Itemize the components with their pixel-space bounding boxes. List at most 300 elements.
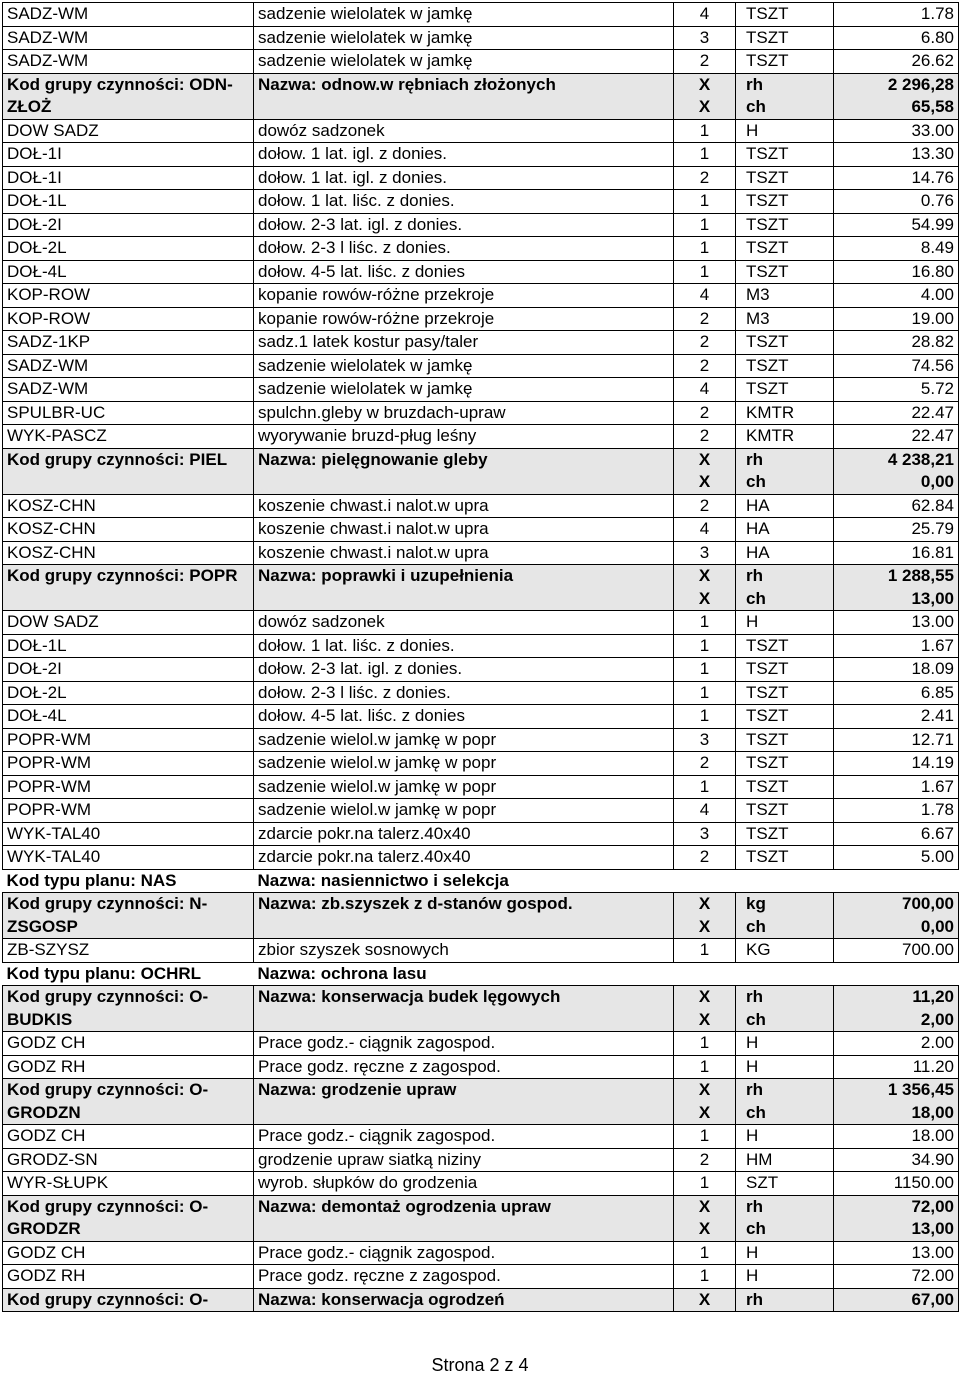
unit: TSZT <box>736 634 834 658</box>
activity-name: sadzenie wielol.w jamkę w popr <box>254 728 674 752</box>
table-row <box>3 1125 959 1149</box>
page-number: Strona 2 z 4 <box>431 1355 529 1375</box>
activity-name: dołow. 2-3 lat. igl. z donies. <box>254 658 674 682</box>
group-units <box>736 893 834 939</box>
value: 1.78 <box>834 799 959 823</box>
activity-code: DOW SADZ <box>3 119 254 143</box>
unit: TSZT <box>736 799 834 823</box>
value: 6.85 <box>834 681 959 705</box>
unit: HA <box>736 494 834 518</box>
table-row <box>3 354 959 378</box>
value: 13.00 <box>834 611 959 635</box>
group-total-line-2: 13,00 <box>911 1219 954 1238</box>
plan-type-code: Kod typu planu: NAS <box>3 869 254 893</box>
plan-type-name: Nazwa: ochrona lasu <box>254 962 959 986</box>
activity-code: DOŁ-4L <box>3 260 254 284</box>
activity-code: KOSZ-CHN <box>3 518 254 542</box>
activity-name: dowóz sadzonek <box>254 119 674 143</box>
table-row <box>3 634 959 658</box>
group-code: Kod grupy czynności: O-GRODZN <box>3 1079 254 1125</box>
unit: HA <box>736 541 834 565</box>
activity-name: sadzenie wielol.w jamkę w popr <box>254 775 674 799</box>
activity-code: GODZ CH <box>3 1032 254 1056</box>
group-code: Kod grupy czynności: O-GRODZR <box>3 1195 254 1241</box>
quantity-factor: 1 <box>674 681 736 705</box>
x-mark-line-2: X <box>698 1219 711 1238</box>
quantity-factor: 1 <box>674 1241 736 1265</box>
group-x-marks <box>674 1195 736 1241</box>
unit: TSZT <box>736 658 834 682</box>
group-total-line-2: 13,00 <box>911 588 954 608</box>
activity-code: ZB-SZYSZ <box>3 939 254 963</box>
quantity-factor: 1 <box>674 611 736 635</box>
table-row <box>3 1055 959 1079</box>
x-mark-line-2: X <box>698 97 711 116</box>
quantity-factor: 1 <box>674 939 736 963</box>
activity-name: dołow. 1 lat. igl. z donies. <box>254 166 674 190</box>
group-units <box>736 986 834 1032</box>
activity-code: WYK-TAL40 <box>3 822 254 846</box>
table-row <box>3 26 959 50</box>
group-code: Kod grupy czynności: N-ZSGOSP <box>3 893 254 939</box>
quantity-factor: 2 <box>674 752 736 776</box>
x-mark-line-1: X <box>698 1080 711 1099</box>
unit: KMTR <box>736 401 834 425</box>
group-name: Nazwa: konserwacja ogrodzeń <box>254 1288 674 1312</box>
value: 18.00 <box>834 1125 959 1149</box>
value: 6.67 <box>834 822 959 846</box>
unit: M3 <box>736 284 834 308</box>
table-row <box>3 1148 959 1172</box>
activity-name: dołow. 2-3 l liśc. z donies. <box>254 237 674 261</box>
unit: HM <box>736 1148 834 1172</box>
group-header-row <box>3 1195 959 1241</box>
group-units <box>736 448 834 494</box>
document-page <box>2 2 958 1312</box>
group-unit-line-2: ch <box>746 97 766 116</box>
value: 62.84 <box>834 494 959 518</box>
unit: TSZT <box>736 378 834 402</box>
group-header-row <box>3 73 959 119</box>
quantity-factor: 4 <box>674 284 736 308</box>
unit: TSZT <box>736 822 834 846</box>
quantity-factor: 1 <box>674 1125 736 1149</box>
group-total-line-1: 2 296,28 <box>887 74 954 94</box>
group-unit-line-2: ch <box>746 588 766 608</box>
table-row <box>3 260 959 284</box>
plan-type-row <box>3 869 959 893</box>
activity-name: dołow. 1 lat. igl. z donies. <box>254 143 674 167</box>
value: 2.41 <box>834 705 959 729</box>
table-row <box>3 728 959 752</box>
value: 1.67 <box>834 775 959 799</box>
group-x-marks <box>674 1079 736 1125</box>
quantity-factor: 3 <box>674 541 736 565</box>
quantity-factor: 4 <box>674 799 736 823</box>
activity-code: POPR-WM <box>3 752 254 776</box>
group-unit-line-1: rh <box>746 566 763 585</box>
work-plan-table <box>2 2 959 1312</box>
group-total-line-1: 4 238,21 <box>887 449 954 469</box>
group-name: Nazwa: konserwacja budek lęgowych <box>254 986 674 1032</box>
activity-code: SADZ-WM <box>3 378 254 402</box>
quantity-factor: 2 <box>674 425 736 449</box>
quantity-factor: 1 <box>674 143 736 167</box>
group-code: Kod grupy czynności: ODN-ZŁOŻ <box>3 73 254 119</box>
group-units <box>736 1195 834 1241</box>
activity-code: DOŁ-4L <box>3 705 254 729</box>
group-unit-line-1: rh <box>746 987 763 1006</box>
table-row <box>3 284 959 308</box>
value: 12.71 <box>834 728 959 752</box>
value: 22.47 <box>834 425 959 449</box>
table-row <box>3 799 959 823</box>
activity-name: sadz.1 latek kostur pasy/taler <box>254 331 674 355</box>
group-totals <box>834 448 959 494</box>
activity-name: wyorywanie bruzd-pług leśny <box>254 425 674 449</box>
activity-code: DOŁ-2I <box>3 658 254 682</box>
quantity-factor: 2 <box>674 331 736 355</box>
activity-code: GODZ RH <box>3 1265 254 1289</box>
table-row <box>3 213 959 237</box>
quantity-factor: 2 <box>674 166 736 190</box>
group-header-row <box>3 1079 959 1125</box>
activity-code: GODZ CH <box>3 1241 254 1265</box>
table-row <box>3 143 959 167</box>
quantity-factor: 4 <box>674 3 736 27</box>
value: 4.00 <box>834 284 959 308</box>
table-row <box>3 166 959 190</box>
activity-name: kopanie rowów-różne przekroje <box>254 284 674 308</box>
value: 14.76 <box>834 166 959 190</box>
quantity-factor: 1 <box>674 1032 736 1056</box>
activity-name: spulchn.gleby w bruzdach-upraw <box>254 401 674 425</box>
plan-type-name: Nazwa: nasiennictwo i selekcja <box>254 869 959 893</box>
group-unit-line-1: rh <box>746 1080 763 1099</box>
quantity-factor: 1 <box>674 1265 736 1289</box>
table-row <box>3 1241 959 1265</box>
table-row <box>3 307 959 331</box>
activity-code: SADZ-WM <box>3 50 254 74</box>
activity-name: zdarcie pokr.na talerz.40x40 <box>254 822 674 846</box>
group-name: Nazwa: pielęgnowanie gleby <box>254 448 674 494</box>
activity-name: dołow. 1 lat. liśc. z donies. <box>254 190 674 214</box>
activity-code: GRODZ-SN <box>3 1148 254 1172</box>
group-unit-line-2: ch <box>746 472 766 491</box>
quantity-factor: 2 <box>674 354 736 378</box>
x-mark-line-1: X <box>698 566 711 585</box>
value: 1150.00 <box>834 1172 959 1196</box>
unit: TSZT <box>736 728 834 752</box>
table-row <box>3 822 959 846</box>
unit: TSZT <box>736 260 834 284</box>
activity-code: WYK-TAL40 <box>3 846 254 870</box>
x-mark-line-1: X <box>698 987 711 1006</box>
unit: TSZT <box>736 846 834 870</box>
unit: TSZT <box>736 354 834 378</box>
group-total: 67,00 <box>834 1288 959 1312</box>
unit: TSZT <box>736 237 834 261</box>
activity-code: DOŁ-1I <box>3 166 254 190</box>
activity-name: sadzenie wielolatek w jamkę <box>254 378 674 402</box>
group-totals <box>834 73 959 119</box>
group-code: Kod grupy czynności: O- <box>3 1288 254 1312</box>
unit: H <box>736 1125 834 1149</box>
table-row <box>3 401 959 425</box>
x-mark-line-1: X <box>698 894 711 913</box>
activity-name: dołow. 2-3 l liśc. z donies. <box>254 681 674 705</box>
activity-name: Prace godz.- ciągnik zagospod. <box>254 1032 674 1056</box>
quantity-factor: 1 <box>674 658 736 682</box>
quantity-factor: 2 <box>674 494 736 518</box>
activity-name: grodzenie upraw siatką niziny <box>254 1148 674 1172</box>
activity-name: sadzenie wielolatek w jamkę <box>254 50 674 74</box>
activity-name: sadzenie wielolatek w jamkę <box>254 354 674 378</box>
plan-type-code: Kod typu planu: OCHRL <box>3 962 254 986</box>
unit: H <box>736 1241 834 1265</box>
unit: SZT <box>736 1172 834 1196</box>
unit: KG <box>736 939 834 963</box>
table-row <box>3 237 959 261</box>
activity-name: koszenie chwast.i nalot.w upra <box>254 518 674 542</box>
x-mark-line-2: X <box>698 472 711 491</box>
activity-name: kopanie rowów-różne przekroje <box>254 307 674 331</box>
table-row <box>3 425 959 449</box>
unit: TSZT <box>736 26 834 50</box>
value: 33.00 <box>834 119 959 143</box>
group-totals <box>834 893 959 939</box>
x-mark-line-1: X <box>698 1196 711 1216</box>
quantity-factor: 1 <box>674 190 736 214</box>
group-units <box>736 73 834 119</box>
unit: KMTR <box>736 425 834 449</box>
table-row <box>3 50 959 74</box>
activity-code: DOW SADZ <box>3 611 254 635</box>
x-mark-line-1: X <box>698 449 711 469</box>
quantity-factor: 3 <box>674 26 736 50</box>
activity-name: sadzenie wielolatek w jamkę <box>254 26 674 50</box>
unit: TSZT <box>736 752 834 776</box>
value: 14.19 <box>834 752 959 776</box>
group-header-row <box>3 448 959 494</box>
activity-code: POPR-WM <box>3 728 254 752</box>
activity-code: DOŁ-1I <box>3 143 254 167</box>
quantity-factor: 1 <box>674 705 736 729</box>
table-row <box>3 775 959 799</box>
unit: TSZT <box>736 143 834 167</box>
unit: TSZT <box>736 681 834 705</box>
value: 16.81 <box>834 541 959 565</box>
value: 13.30 <box>834 143 959 167</box>
activity-name: zdarcie pokr.na talerz.40x40 <box>254 846 674 870</box>
group-total-line-2: 2,00 <box>920 1009 954 1029</box>
table-row <box>3 1032 959 1056</box>
group-total-line-1: 72,00 <box>911 1196 954 1216</box>
group-code: Kod grupy czynności: POPR <box>3 565 254 611</box>
unit: M3 <box>736 307 834 331</box>
activity-code: KOSZ-CHN <box>3 541 254 565</box>
value: 22.47 <box>834 401 959 425</box>
activity-name: sadzenie wielolatek w jamkę <box>254 3 674 27</box>
activity-name: Prace godz.- ciągnik zagospod. <box>254 1125 674 1149</box>
unit: TSZT <box>736 50 834 74</box>
activity-name: koszenie chwast.i nalot.w upra <box>254 541 674 565</box>
quantity-factor: 3 <box>674 728 736 752</box>
group-x-marks <box>674 986 736 1032</box>
activity-name: zbior szyszek sosnowych <box>254 939 674 963</box>
value: 74.56 <box>834 354 959 378</box>
x-mark-line-2: X <box>698 1102 711 1122</box>
x-mark-line-2: X <box>698 1009 711 1029</box>
unit: HA <box>736 518 834 542</box>
activity-name: sadzenie wielol.w jamkę w popr <box>254 799 674 823</box>
activity-name: dołow. 1 lat. liśc. z donies. <box>254 634 674 658</box>
quantity-factor: 2 <box>674 401 736 425</box>
value: 11.20 <box>834 1055 959 1079</box>
value: 34.90 <box>834 1148 959 1172</box>
activity-code: POPR-WM <box>3 799 254 823</box>
group-unit: rh <box>736 1288 834 1312</box>
x-mark-line-1: X <box>698 74 711 94</box>
quantity-factor: 1 <box>674 1172 736 1196</box>
quantity-factor: 4 <box>674 518 736 542</box>
value: 6.80 <box>834 26 959 50</box>
activity-name: dołow. 4-5 lat. liśc. z donies <box>254 260 674 284</box>
group-units <box>736 1079 834 1125</box>
group-name: Nazwa: odnow.w rębniach złożonych <box>254 73 674 119</box>
activity-code: GODZ CH <box>3 1125 254 1149</box>
group-header-row <box>3 1288 959 1312</box>
activity-code: SADZ-WM <box>3 3 254 27</box>
quantity-factor: 1 <box>674 119 736 143</box>
value: 72.00 <box>834 1265 959 1289</box>
value: 26.62 <box>834 50 959 74</box>
activity-code: DOŁ-2L <box>3 237 254 261</box>
group-totals <box>834 986 959 1032</box>
activity-code: DOŁ-1L <box>3 634 254 658</box>
activity-code: GODZ RH <box>3 1055 254 1079</box>
activity-name: dołow. 2-3 lat. igl. z donies. <box>254 213 674 237</box>
value: 1.67 <box>834 634 959 658</box>
quantity-factor: 4 <box>674 378 736 402</box>
group-name: Nazwa: poprawki i uzupełnienia <box>254 565 674 611</box>
activity-code: SPULBR-UC <box>3 401 254 425</box>
table-row <box>3 331 959 355</box>
group-unit-line-2: ch <box>746 1102 766 1122</box>
table-row <box>3 752 959 776</box>
unit: H <box>736 1055 834 1079</box>
group-total-line-1: 1 356,45 <box>887 1080 954 1099</box>
group-total-line-1: 700,00 <box>902 894 954 913</box>
value: 13.00 <box>834 1241 959 1265</box>
table-row <box>3 705 959 729</box>
table-row <box>3 939 959 963</box>
x-mark: X <box>674 1288 736 1312</box>
value: 5.00 <box>834 846 959 870</box>
quantity-factor: 3 <box>674 822 736 846</box>
table-row <box>3 658 959 682</box>
unit: TSZT <box>736 3 834 27</box>
value: 18.09 <box>834 658 959 682</box>
value: 16.80 <box>834 260 959 284</box>
value: 0.76 <box>834 190 959 214</box>
unit: H <box>736 119 834 143</box>
value: 8.49 <box>834 237 959 261</box>
unit: TSZT <box>736 190 834 214</box>
activity-code: SADZ-WM <box>3 354 254 378</box>
group-total-line-1: 11,20 <box>912 987 954 1006</box>
table-row <box>3 494 959 518</box>
group-unit-line-1: rh <box>746 449 763 469</box>
value: 2.00 <box>834 1032 959 1056</box>
unit: H <box>736 1265 834 1289</box>
quantity-factor: 1 <box>674 634 736 658</box>
table-row <box>3 1172 959 1196</box>
unit: TSZT <box>736 213 834 237</box>
group-total-line-2: 65,58 <box>911 97 954 116</box>
unit: TSZT <box>736 775 834 799</box>
activity-name: Prace godz.- ciągnik zagospod. <box>254 1241 674 1265</box>
activity-name: Prace godz. ręczne z zagospod. <box>254 1055 674 1079</box>
group-total-line-2: 18,00 <box>911 1102 954 1122</box>
quantity-factor: 2 <box>674 307 736 331</box>
group-unit-line-2: ch <box>746 916 766 936</box>
work-plan-table-body <box>3 3 959 1312</box>
activity-code: KOP-ROW <box>3 307 254 331</box>
quantity-factor: 1 <box>674 213 736 237</box>
activity-code: DOŁ-2L <box>3 681 254 705</box>
x-mark-line-2: X <box>698 588 711 608</box>
table-row <box>3 190 959 214</box>
activity-code: KOP-ROW <box>3 284 254 308</box>
quantity-factor: 1 <box>674 1055 736 1079</box>
table-row <box>3 3 959 27</box>
activity-code: WYK-PASCZ <box>3 425 254 449</box>
activity-name: dowóz sadzonek <box>254 611 674 635</box>
group-name: Nazwa: zb.szyszek z d-stanów gospod. <box>254 893 674 939</box>
value: 700.00 <box>834 939 959 963</box>
quantity-factor: 2 <box>674 846 736 870</box>
quantity-factor: 1 <box>674 237 736 261</box>
table-row <box>3 846 959 870</box>
group-total-line-2: 0,00 <box>920 916 954 936</box>
table-row <box>3 518 959 542</box>
activity-code: DOŁ-2I <box>3 213 254 237</box>
quantity-factor: 1 <box>674 775 736 799</box>
activity-name: dołow. 4-5 lat. liśc. z donies <box>254 705 674 729</box>
group-code: Kod grupy czynności: PIEL <box>3 448 254 494</box>
quantity-factor: 1 <box>674 260 736 284</box>
value: 54.99 <box>834 213 959 237</box>
value: 19.00 <box>834 307 959 331</box>
activity-name: wyrob. słupków do grodzenia <box>254 1172 674 1196</box>
activity-name: koszenie chwast.i nalot.w upra <box>254 494 674 518</box>
group-unit-line-1: rh <box>746 74 763 94</box>
group-totals <box>834 1195 959 1241</box>
unit: H <box>736 611 834 635</box>
group-unit-line-2: ch <box>746 1009 766 1029</box>
group-totals <box>834 565 959 611</box>
group-x-marks <box>674 448 736 494</box>
x-mark-line-2: X <box>698 916 711 936</box>
table-row <box>3 681 959 705</box>
group-total-line-1: 1 288,55 <box>887 566 954 585</box>
group-totals <box>834 1079 959 1125</box>
activity-name: sadzenie wielol.w jamkę w popr <box>254 752 674 776</box>
activity-code: KOSZ-CHN <box>3 494 254 518</box>
unit: TSZT <box>736 331 834 355</box>
value: 1.78 <box>834 3 959 27</box>
